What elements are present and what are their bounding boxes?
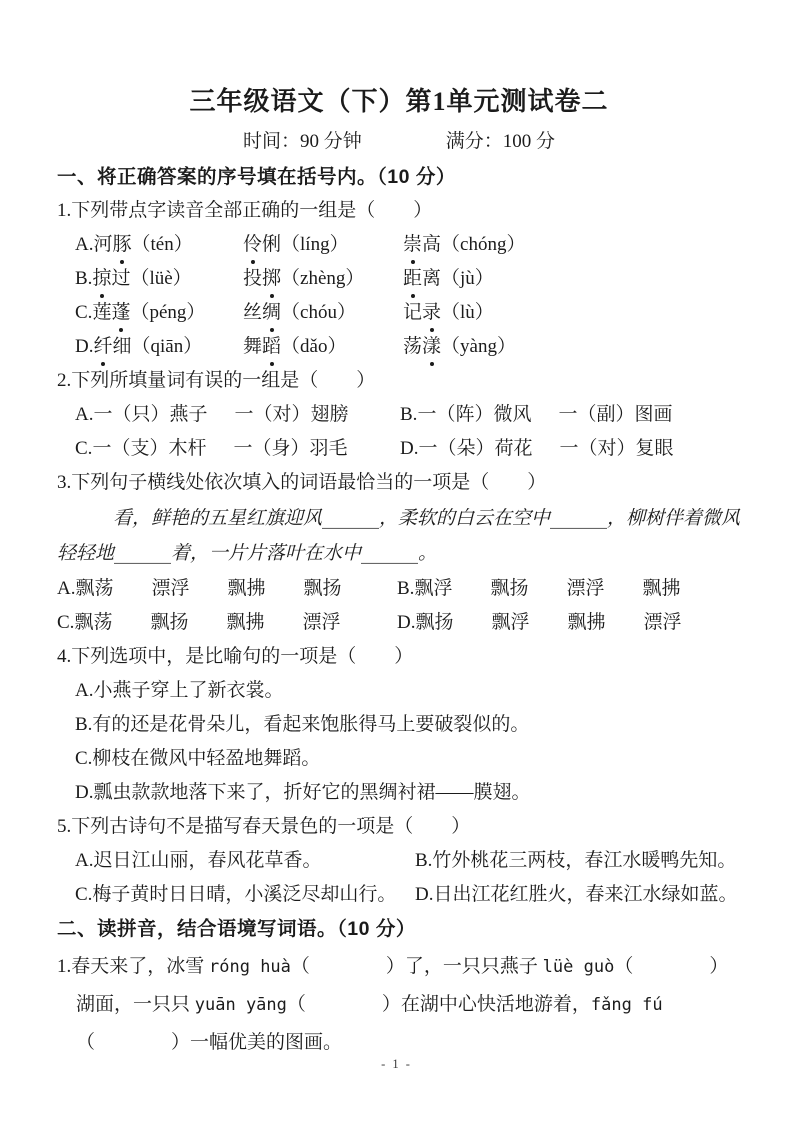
- char-plain: 丝: [243, 302, 263, 323]
- q1-b-word-3: [403, 262, 741, 296]
- q2-option-row-2: [75, 432, 741, 466]
- section-1-heading: 一、将正确答案的序号填在括号内。（10 分）: [57, 166, 456, 188]
- option-word: 飘拂: [567, 612, 606, 633]
- exam-full-score: 满分：100 分: [445, 131, 556, 152]
- q3-passage: 看，鲜艳的五星红旗迎风______，柔软的白云在空中______，柳树伴着微风轻轻地______着，一片片落叶在水中______。: [57, 507, 741, 564]
- q3-option-row-2: [57, 606, 741, 640]
- option-word: 飘拂: [226, 612, 265, 633]
- q1-b-word-2: [243, 262, 403, 296]
- q1-c-word-2: [243, 296, 403, 330]
- option-word: 飘拂: [642, 578, 681, 599]
- option-word: 飘扬: [303, 578, 342, 599]
- text-segment: 1.春天来了，冰雪: [57, 956, 210, 977]
- phrase: 一（只）燕子: [93, 404, 208, 425]
- q5-option-row-2: [75, 878, 741, 912]
- text-segment: （ ）了，一只只燕子: [290, 956, 543, 977]
- option-word: 漂浮: [643, 612, 682, 633]
- q1-a-word-1: [75, 228, 243, 262]
- q1-b-word-1: [75, 262, 243, 296]
- char-rest: （dǎo）: [281, 336, 347, 357]
- q3-option-c: [57, 606, 397, 640]
- question-3-options: [57, 572, 741, 640]
- option-label: D.: [397, 612, 416, 633]
- char-plain: 舞: [243, 336, 263, 357]
- char-plain: 投: [243, 268, 263, 289]
- q1-d-word-3: [403, 330, 741, 364]
- pinyin-segment: fǎng fú: [590, 995, 663, 1015]
- option-word: 飘拂: [227, 578, 266, 599]
- q5-option-b: B.竹外桃花三两枝，春江水暖鸭先知。: [415, 850, 737, 871]
- option-word: 漂浮: [302, 612, 341, 633]
- char-rest: 过（lüè）: [111, 268, 192, 289]
- char-plain: 荡: [403, 336, 423, 357]
- char-plain: 记: [403, 302, 423, 323]
- char-rest: （péng）: [130, 302, 206, 323]
- option-label: A.: [57, 578, 76, 599]
- question-4-stem: 4.下列选项中，是比喻句的一项是（ ）: [57, 646, 414, 667]
- pinyin-segment: yuān yāng: [194, 995, 287, 1015]
- phrase: 一（对）翅膀: [234, 404, 349, 425]
- char-dotted: 掷: [262, 262, 281, 296]
- char-dotted: 绸: [262, 296, 281, 330]
- option-word: 飘扬: [490, 578, 529, 599]
- q2-option-d: [400, 432, 741, 466]
- phrase: 一（阵）微风: [417, 404, 532, 425]
- option-label: D.: [75, 336, 94, 357]
- char-rest: 俐（líng）: [262, 234, 349, 255]
- phrase: 一（朵）荷花: [418, 438, 533, 459]
- option-label: A.: [75, 234, 94, 255]
- q3-option-d: [397, 606, 741, 640]
- option-label: C.: [75, 438, 93, 459]
- option-label: C.: [57, 612, 75, 633]
- q3-option-b: [397, 572, 741, 606]
- char-rest: （yàng）: [441, 336, 516, 357]
- char-rest: 高（chóng）: [422, 234, 526, 255]
- option-word: 飘浮: [491, 612, 530, 633]
- option-label: A.: [75, 404, 94, 425]
- option-word: 漂浮: [566, 578, 605, 599]
- q4-option-d: D.瓢虫款款地落下来了，折好它的黑绸衬裙——膜翅。: [75, 782, 531, 803]
- char-rest: （tén）: [131, 234, 193, 255]
- char-dotted: 纤: [93, 330, 112, 364]
- pinyin-segment: róng huà: [209, 957, 291, 977]
- question-3-stem: 3.下列句子横线处依次填入的词语最恰当的一项是（ ）: [57, 472, 547, 493]
- q2-option-row-1: [75, 398, 741, 432]
- question-5-stem: 5.下列古诗句不是描写春天景色的一项是（ ）: [57, 816, 471, 837]
- q1-option-row-b: [75, 262, 741, 296]
- q3-option-a: [57, 572, 397, 606]
- char-dotted: 漾: [422, 330, 441, 364]
- page-title: 三年级语文（下）第1单元测试卷二: [189, 87, 609, 116]
- q1-c-word-3: [403, 296, 741, 330]
- char-dotted: 录: [422, 296, 441, 330]
- char-rest: （chóu）: [281, 302, 356, 323]
- q3-option-row-1: [57, 572, 741, 606]
- question-5-options: [75, 844, 741, 912]
- option-label: B.: [400, 404, 418, 425]
- char-dotted: 豚: [113, 228, 132, 262]
- text-segment: （ ）在湖中心快活地游着，: [286, 994, 591, 1015]
- question-1-stem: 1.下列带点字读音全部正确的一组是（ ）: [57, 200, 433, 221]
- char-dotted: 蓬: [111, 296, 130, 330]
- phrase: 一（对）复眼: [559, 438, 674, 459]
- phrase: 一（副）图画: [558, 404, 673, 425]
- q1-a-word-3: [403, 228, 741, 262]
- q5-option-row-1: [75, 844, 741, 878]
- q5-option-d: D.日出江花红胜火，春来江水绿如蓝。: [415, 884, 738, 905]
- option-word: 飘荡: [74, 612, 113, 633]
- char-rest: （lù）: [441, 302, 494, 323]
- q2-option-c: [75, 432, 400, 466]
- q4-option-b: B.有的还是花骨朵儿，看起来饱胀得马上要破裂似的。: [75, 714, 530, 735]
- question-1-options: [75, 228, 741, 364]
- question-2-stem: 2.下列所填量词有误的一组是（ ）: [57, 370, 376, 391]
- q5-option-c: C.梅子黄时日日晴，小溪泛尽却山行。: [75, 884, 397, 905]
- q2-option-b: [400, 398, 741, 432]
- exam-time: 时间：90 分钟: [242, 131, 362, 152]
- question-4-options: [75, 674, 741, 810]
- option-label: C.: [75, 302, 93, 323]
- q1-option-row-a: [75, 228, 741, 262]
- char-rest: （zhèng）: [281, 268, 365, 289]
- page-number: - 1 -: [381, 1057, 412, 1071]
- q2-option-a: [75, 398, 400, 432]
- text-segment: （ ）湖面，一只只: [76, 956, 729, 1015]
- option-label: D.: [400, 438, 419, 459]
- option-word: 飘浮: [414, 578, 453, 599]
- pinyin-segment: lüè guò: [542, 957, 615, 977]
- phrase: 一（身）羽毛: [233, 438, 348, 459]
- q1-d-word-2: [243, 330, 403, 364]
- char-dotted: 崇: [403, 228, 422, 262]
- char-plain: 莲: [92, 302, 112, 323]
- phrase: 一（支）木杆: [92, 438, 207, 459]
- char-dotted: 掠: [92, 262, 111, 296]
- question-2-options: [75, 398, 741, 466]
- char-dotted: 距: [403, 262, 422, 296]
- q1-option-row-c: [75, 296, 741, 330]
- char-dotted: 伶: [243, 228, 262, 262]
- option-word: 漂浮: [151, 578, 190, 599]
- option-word: 飘荡: [75, 578, 114, 599]
- q1-option-row-d: [75, 330, 741, 364]
- char-plain: 河: [93, 234, 113, 255]
- section-2-heading: 二、读拼音，结合语境写词语。（10 分）: [57, 918, 416, 940]
- char-dotted: 蹈: [262, 330, 281, 364]
- option-word: 飘扬: [415, 612, 454, 633]
- q4-option-a: A.小燕子穿上了新衣裳。: [75, 680, 284, 701]
- char-rest: 离（jù）: [422, 268, 494, 289]
- char-rest: 细（qiān）: [112, 336, 203, 357]
- q4-option-c: C.柳枝在微风中轻盈地舞蹈。: [75, 748, 321, 769]
- option-label: B.: [397, 578, 415, 599]
- q5-option-a: A.迟日江山丽，春风花草香。: [75, 850, 322, 871]
- q1-a-word-2: [243, 228, 403, 262]
- exam-meta: [57, 128, 741, 156]
- option-label: B.: [75, 268, 93, 289]
- option-word: 飘扬: [150, 612, 189, 633]
- s2-question-1: [57, 948, 741, 1061]
- q1-d-word-1: [75, 330, 243, 364]
- q1-c-word-1: [75, 296, 243, 330]
- text-segment: （ ）一幅优美的图画。: [76, 1032, 343, 1053]
